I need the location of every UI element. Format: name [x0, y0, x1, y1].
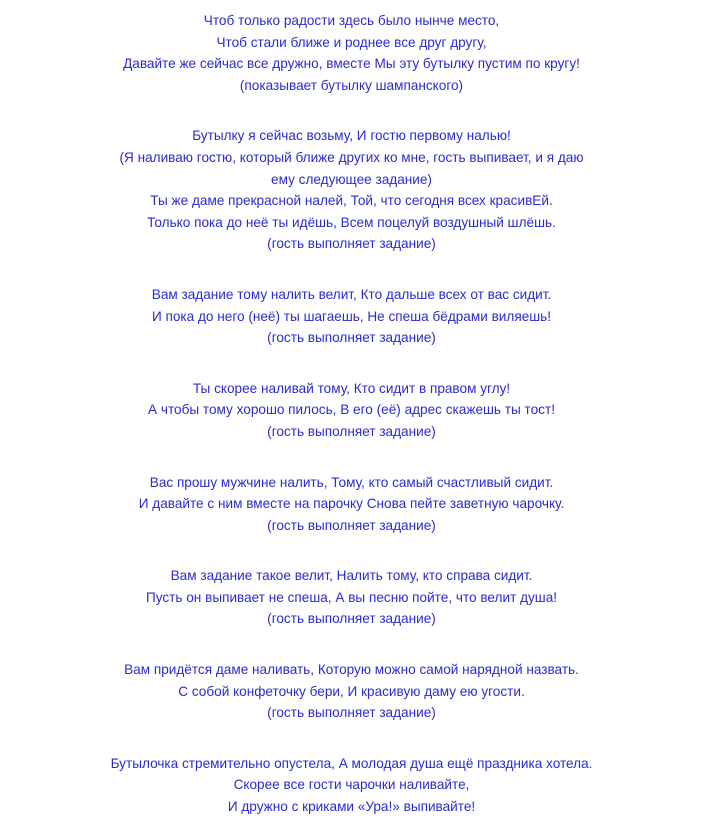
poem-line: Ты же даме прекрасной налей, Той, что сегодня всех красивЕй. [150, 193, 553, 209]
stanza-3 [0, 284, 703, 349]
stanza-4 [0, 378, 703, 443]
poem-line: Скорее все гости чарочки наливайте, [233, 777, 470, 793]
stage-direction: (гость выполняет задание) [267, 705, 436, 721]
poem-line: И пока до него (неё) ты шагаешь, Не спеша бёдрами виляешь! [151, 308, 552, 324]
stanza-6 [0, 565, 703, 630]
stanza-2 [0, 125, 703, 255]
poem-line: И давайте с ним вместе на парочку Снова пейте заветную чарочку. [138, 496, 565, 512]
stage-direction: (гость выполняет задание) [267, 236, 436, 252]
poem-line: Только пока до неё ты идёшь, Всем поцелуй воздушный шлёшь. [147, 214, 556, 230]
poem-line: Ты скорее наливай тому, Кто сидит в правом углу! [192, 380, 511, 396]
poem-line: Вам придётся даме наливать, Которую можно самой нарядной назвать. [124, 662, 579, 678]
poem-line: Чтоб стали ближе и роднее все друг другу, [216, 34, 487, 50]
poem-line: И дружно с криками «Ура!» выпивайте! [227, 799, 476, 815]
stage-direction: (гость выполняет задание) [267, 517, 436, 533]
poem-line: Пусть он выпивает не спеша, А вы песню пойте, что велит душа! [145, 589, 558, 605]
poem-line: Чтоб только радости здесь было нынче место, [203, 13, 500, 28]
stage-direction: (гость выполняет задание) [267, 423, 436, 439]
stanza-1 [0, 10, 703, 96]
stanza-7 [0, 659, 703, 724]
stage-direction: (гость выполняет задание) [267, 611, 436, 627]
poem-line: Вам задание тому налить велит, Кто дальше всех от вас сидит. [151, 286, 552, 302]
poem-line: Вас прошу мужчине налить, Тому, кто самый счастливый сидит. [149, 474, 554, 490]
poem-line: Давайте же сейчас все дружно, вместе Мы эту бутылку пустим по кругу! [123, 56, 580, 72]
poem-line: А чтобы тому хорошо пилось, В его (её) адрес скажешь ты тост! [148, 402, 555, 418]
poem-line: Бутылку я сейчас возьму, И гостю первому налью! [192, 128, 511, 144]
stanza-5 [0, 472, 703, 537]
stanza-8 [0, 753, 703, 818]
poem-line: С собой конфеточку бери, И красивую даму ею угости. [178, 683, 525, 699]
stage-direction: ему следующее задание) [271, 171, 432, 187]
stage-direction: (показывает бутылку шампанского) [239, 77, 464, 93]
stage-direction: (гость выполняет задание) [267, 330, 436, 346]
poem-line: Бутылочка стремительно опустела, А молодая душа ещё праздника хотела. [110, 755, 593, 771]
poem-line: Вам задание такое велит, Налить тому, кто справа сидит. [170, 568, 533, 584]
stage-direction: (Я наливаю гостю, который ближе других ко мне, гость выпивает, и я даю [119, 149, 584, 165]
